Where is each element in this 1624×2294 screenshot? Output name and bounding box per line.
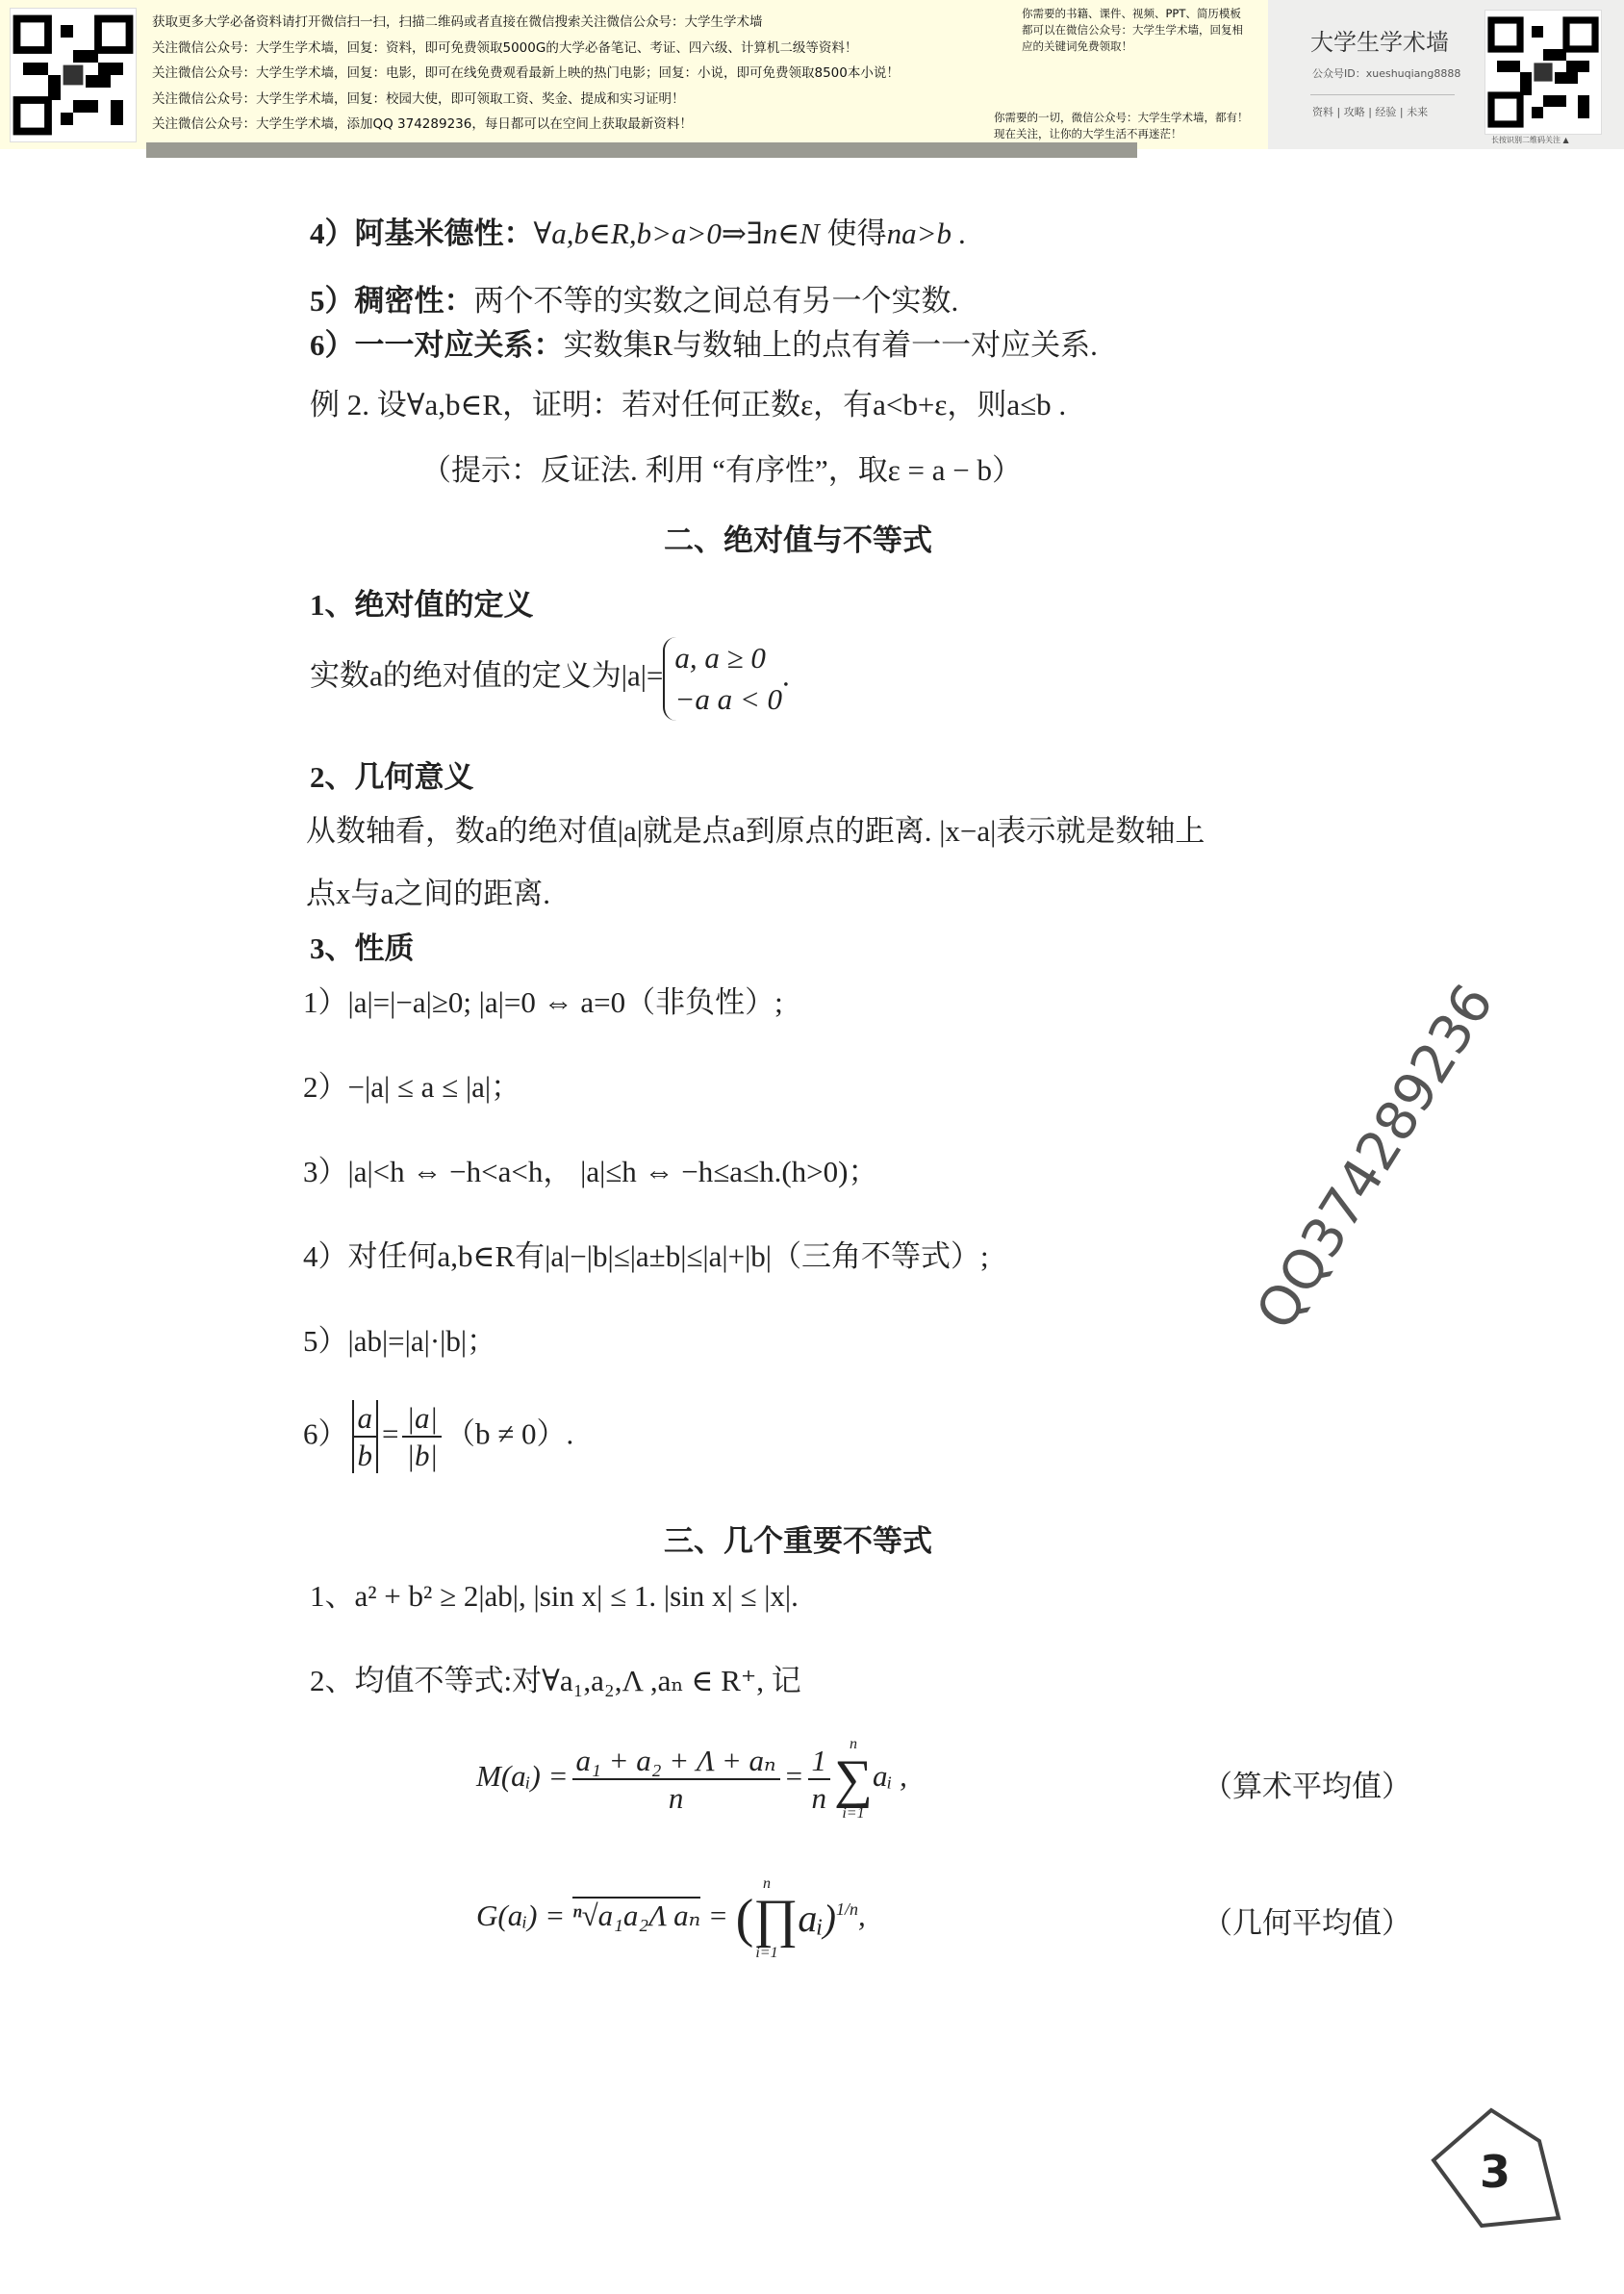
qr-caption: 长按识别二维码关注 ▲ xyxy=(1491,136,1569,144)
fraction xyxy=(572,1743,780,1816)
promo-line: 关注微信公众号：大学生学术墙，回复：资料，即可免费领取5000G的大学必备笔记、考证、四六级、计算机二级等资料！ xyxy=(152,39,858,56)
promo-side-line: 你需要的一切，微信公众号：大学生学术墙，都有！ xyxy=(994,111,1249,124)
promo-line: 获取更多大学必备资料请打开微信扫一扫，扫描二维码或者直接在微信搜索关注微信公众号：大学生学术墙 xyxy=(152,14,763,30)
arithmetic-mean-formula xyxy=(476,1737,907,1822)
exponent: 1/n xyxy=(836,1899,859,1919)
inequality-line: 2、均值不等式:对∀a₁,a₂,Λ ,aₙ ∈ R⁺, 记 xyxy=(310,1664,801,1697)
denominator: n xyxy=(811,1781,827,1815)
math: na>b . xyxy=(886,217,967,250)
math: ∀a,b∈R,b>a>0⇒∃n∈N xyxy=(533,217,820,250)
promo-side-line: 都可以在微信公众号：大学生学术墙，回复相 xyxy=(1022,23,1243,37)
hint: （提示：反证法. 利用 “有序性”，取ε = a − b） xyxy=(421,453,1023,487)
scan-strip xyxy=(146,142,1137,158)
property-item: 6） $\frac{a}{b}$ = $\frac{|a|}{|b|}$ （b ≠ 0）. xyxy=(303,1401,574,1473)
math: M(aᵢ) = xyxy=(476,1759,569,1794)
lower-limit: i=1 xyxy=(755,1945,778,1961)
promo-line: 关注微信公众号：大学生学术墙，添加QQ 374289236，每日都可以在空间上获取最新资料！ xyxy=(152,116,693,132)
item-archimedean xyxy=(310,216,967,251)
page-number: 3 xyxy=(1480,2146,1511,2198)
numerator: 1 xyxy=(808,1743,831,1780)
fraction xyxy=(808,1743,831,1816)
sum-operator xyxy=(834,1737,873,1822)
promo-banner xyxy=(0,0,1624,149)
item-label: 6） xyxy=(303,1416,348,1451)
upper-limit: n xyxy=(849,1736,857,1752)
property-item: 2）−|a| ≤ a ≤ |a|； xyxy=(303,1070,521,1104)
text: （b ≠ 0）. xyxy=(445,1416,574,1451)
section-title: 三、几个重要不等式 xyxy=(664,1524,932,1558)
promo-side-line: 应的关键词免费领取！ xyxy=(1022,39,1132,53)
qq-watermark: QQ374289236 xyxy=(1244,973,1507,1341)
account-name: 大学生学术墙 xyxy=(1310,29,1449,56)
math: aᵢ , xyxy=(872,1759,907,1794)
math: G(aᵢ) = xyxy=(476,1899,566,1933)
text: . xyxy=(782,658,790,693)
subsection-heading: 3、性质 xyxy=(310,931,415,965)
lower-limit: i=1 xyxy=(842,1805,865,1822)
account-links: 资料 | 攻略 | 经验 | 未来 xyxy=(1312,106,1429,118)
math: , xyxy=(858,1899,866,1933)
formula-label: （算术平均值） xyxy=(1203,1770,1411,1803)
property-item: 5）|ab|=|a|·|b|； xyxy=(303,1324,497,1358)
denominator: b xyxy=(357,1439,372,1473)
example-2: 例 2. 设∀a,b∈R，证明：若对任何正数ε，有a<b+ε，则a≤b . xyxy=(310,388,1067,421)
property-item: 4）对任何a,b∈R有|a|−|b|≤|a±b|≤|a|+|b|（三角不等式）; xyxy=(303,1239,989,1273)
qr-code-left xyxy=(10,8,137,142)
math: aᵢ) xyxy=(798,1897,836,1940)
denominator: |b| xyxy=(406,1439,439,1473)
denominator: n xyxy=(668,1781,684,1815)
piecewise xyxy=(663,637,782,721)
text: 实数集R与数轴上的点有着一一对应关系. xyxy=(563,328,1098,362)
numerator: a xyxy=(354,1400,377,1438)
formula-label: （几何平均值） xyxy=(1203,1906,1411,1940)
promo-line: 关注微信公众号：大学生学术墙，回复：电影，即可在线免费观看最新上映的热门电影；回复：小说，即可免费领取8500本小说！ xyxy=(152,65,900,81)
qr-code-right xyxy=(1484,10,1602,135)
product-symbol: (∏ xyxy=(735,1889,799,1949)
math: = xyxy=(783,1759,804,1794)
fraction xyxy=(352,1400,379,1473)
section-title: 二、绝对值与不等式 xyxy=(664,523,932,557)
promo-side-line: 你需要的书籍、课件、视频、PPT、简历模板 xyxy=(1022,7,1241,20)
item-label: 5）稠密性： xyxy=(310,284,474,318)
numerator: |a| xyxy=(402,1400,442,1438)
account-card xyxy=(1268,0,1624,149)
promo-side-text xyxy=(1022,6,1243,55)
abs-definition xyxy=(310,637,790,721)
paragraph-line: 点x与a之间的距离. xyxy=(306,877,551,910)
property-item: 1）|a|=|−a|≥0; |a|=0 ⇔ a=0（非负性）; xyxy=(303,985,783,1019)
item-label: 4）阿基米德性： xyxy=(310,217,534,250)
fraction xyxy=(402,1400,442,1473)
product-operator xyxy=(736,1876,799,1961)
sum-symbol: ∑ xyxy=(834,1749,873,1809)
divider xyxy=(1310,94,1455,95)
text: 实数a的绝对值的定义为|a|= xyxy=(310,658,664,693)
account-id: 公众号ID：xueshuqiang8888 xyxy=(1312,67,1461,80)
promo-side-text-2 xyxy=(994,110,1249,142)
case: −a a < 0 xyxy=(674,682,783,717)
numerator: a₁ + a₂ + Λ + aₙ xyxy=(572,1743,780,1780)
upper-limit: n xyxy=(762,1875,771,1892)
text: 使得 xyxy=(819,217,887,250)
math: = xyxy=(707,1899,728,1933)
case: a, a ≥ 0 xyxy=(674,641,766,675)
text: 两个不等的实数之间总有另一个实数. xyxy=(473,284,959,318)
promo-line: 关注微信公众号：大学生学术墙，回复：校园大使，即可领取工资、奖金、提成和实习证明！ xyxy=(152,90,685,107)
paragraph-line: 从数轴看，数a的绝对值|a|就是点a到原点的距离. |x−a|表示就是数轴上 xyxy=(306,814,1205,848)
geometric-mean-formula xyxy=(476,1876,866,1961)
subsection-heading: 1、绝对值的定义 xyxy=(310,588,534,622)
nth-root: ⁿ√a₁a₂Λ aₙ xyxy=(571,1899,701,1933)
item-density xyxy=(310,283,958,319)
item-label: 6）一一对应关系： xyxy=(310,328,564,362)
subsection-heading: 2、几何意义 xyxy=(310,760,474,794)
promo-side-line: 现在关注，让你的大学生活不再迷茫！ xyxy=(994,127,1182,140)
item-correspondence xyxy=(310,327,1098,363)
promo-text xyxy=(152,10,900,138)
property-item: 3）|a|<h ⇔ −h<a<h， |a|≤h ⇔ −h≤a≤h.(h>0)； xyxy=(303,1155,878,1188)
inequality-line: 1、a² + b² ≥ 2|ab|, |sin x| ≤ 1. |sin x| ≤ |x|. xyxy=(310,1579,799,1613)
